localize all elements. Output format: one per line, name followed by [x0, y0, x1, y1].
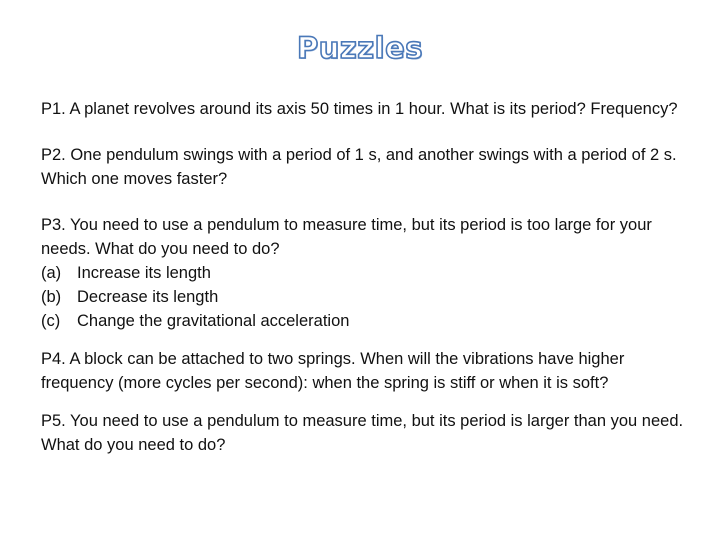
option-c: [41, 309, 691, 333]
option-b-letter: (b): [41, 288, 62, 306]
option-b-text: Decrease its length: [77, 288, 219, 306]
option-a-text: Increase its length: [77, 264, 211, 282]
option-b: [41, 285, 691, 309]
option-a: [41, 261, 691, 285]
puzzle-list: [41, 97, 691, 457]
puzzle-p2: P2. One pendulum swings with a period of 1 s, and another swings with a period of 2 s. Which one moves faster?: [41, 146, 677, 188]
puzzle-p4: P4. A block can be attached to two springs. When will the vibrations have higher frequency (more cycles per second): when the spring is stiff or when it is soft?: [41, 350, 625, 392]
option-c-letter: (c): [41, 312, 61, 330]
option-c-text: Change the gravitational acceleration: [77, 312, 350, 330]
option-a-letter: (a): [41, 264, 62, 282]
puzzle-p5: P5. You need to use a pendulum to measure time, but its period is larger than you need. What do you need to do?: [41, 412, 684, 454]
puzzle-p3-question: P3. You need to use a pendulum to measure time, but its period is too large for your needs. What do you need to do?: [41, 216, 652, 258]
puzzle-p3: [41, 213, 691, 333]
puzzle-p1: P1. A planet revolves around its axis 50 times in 1 hour. What is its period? Frequency?: [41, 100, 678, 118]
puzzle-p3-options: [41, 261, 691, 333]
slide-title: Puzzles: [296, 31, 424, 65]
